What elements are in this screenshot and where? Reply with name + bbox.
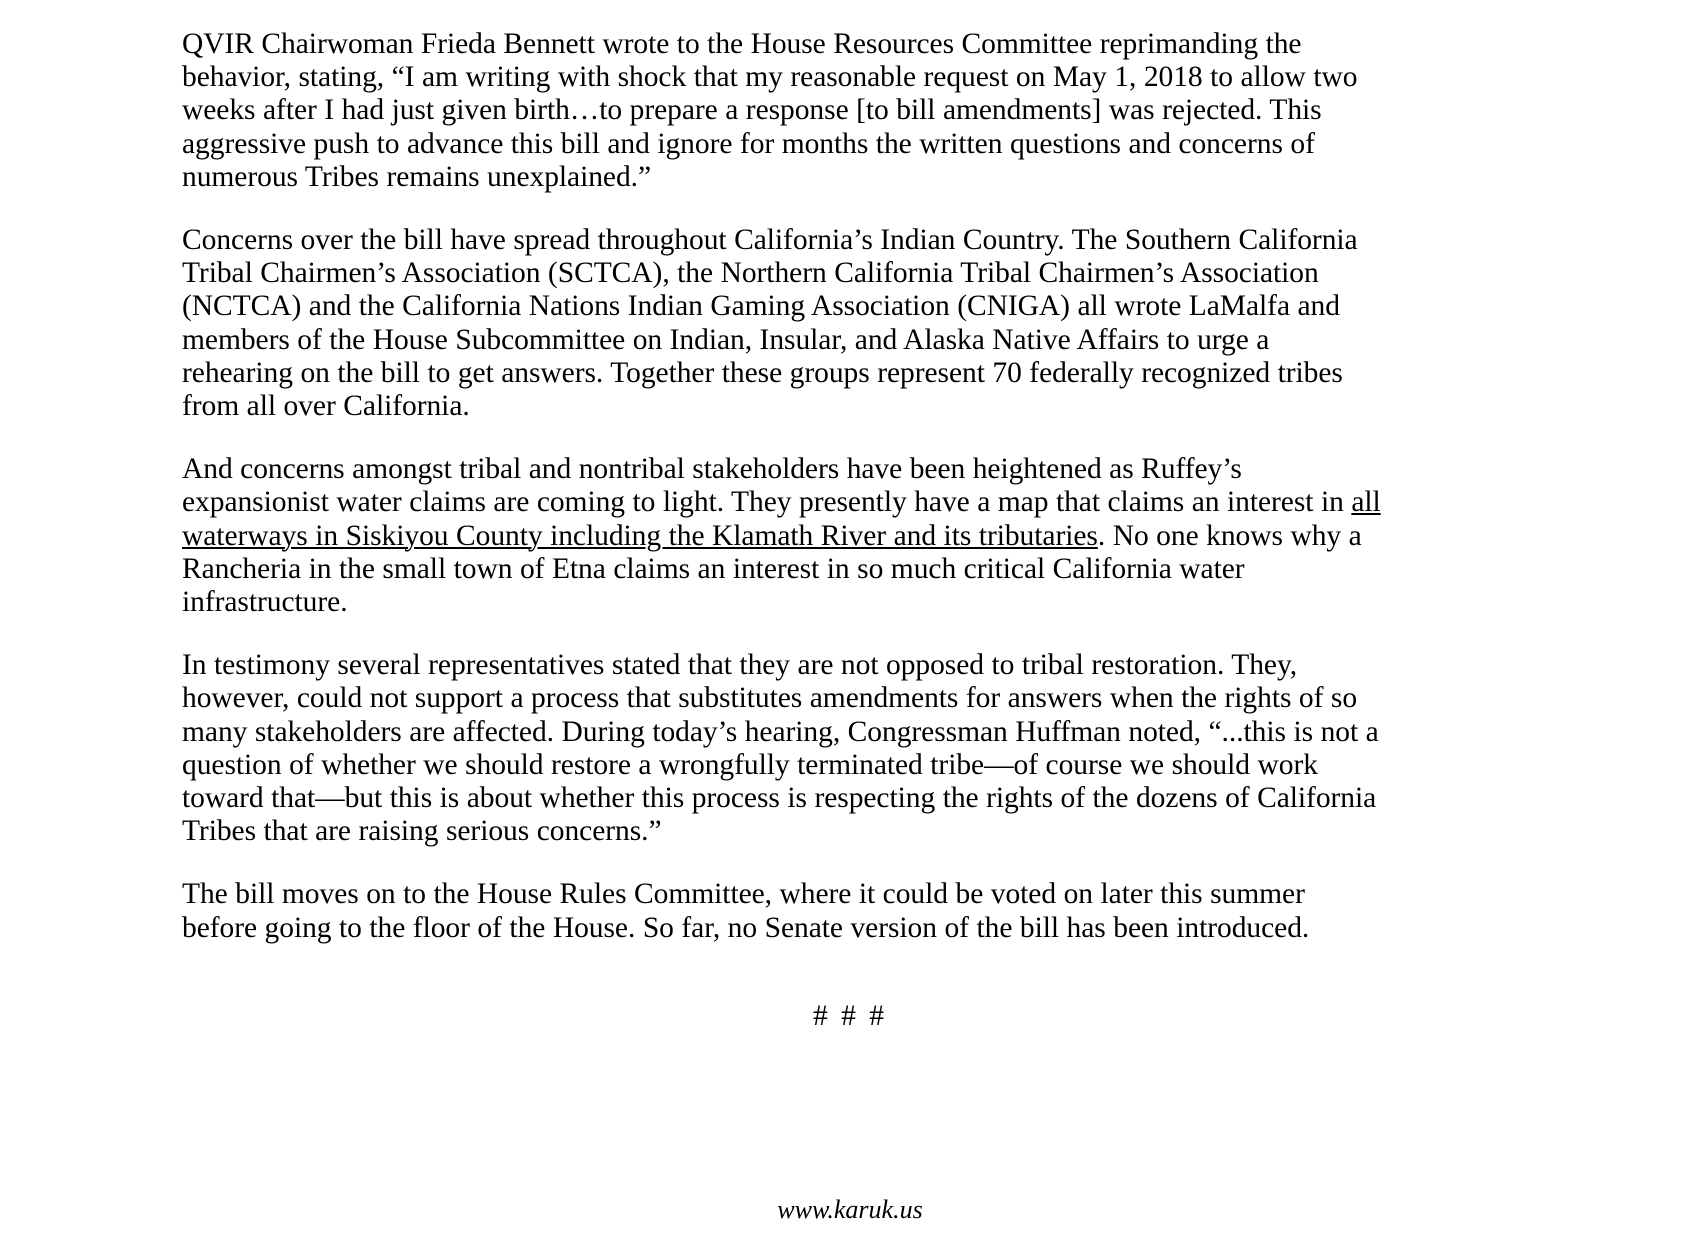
paragraph-water-claims-lead: And concerns amongst tribal and nontribal stakeholders have been heightened as Ruffey’s expansionist water claims are coming to light. They presently have a map that claims an interest in	[182, 453, 1352, 519]
end-of-release-mark: # # #	[813, 1000, 887, 1032]
paragraph-testimony-huffman: In testimony several representatives stated that they are not opposed to tribal restoration. They, however, could not support a process that substitutes amendments for answers when the rights of so many stakeholders are affected. During today’s hearing, Congressman Huffman noted, “...this is not a question of whether we should restore a wrongfully terminated tribe—of course we should work toward that—but this is about whether this process is respecting the rights of the dozens of California Tribes that are raising serious concerns.”	[182, 649, 1379, 848]
paragraph-water-claims	[182, 453, 1387, 619]
footer-website-url: www.karuk.us	[777, 1195, 923, 1224]
paragraph-water-claims-tail: . No one knows why a Rancheria in the small town of Etna claims an interest in so much critical California water infrastructure.	[182, 519, 1362, 619]
paragraph-house-rules-committee: The bill moves on to the House Rules Committee, where it could be voted on later this summer before going to the floor of the House. So far, no Senate version of the bill has been introduced.	[182, 878, 1310, 944]
paragraph-concerns-indian-country: Concerns over the bill have spread throughout California’s Indian Country. The Southern California Tribal Chairmen’s Association (SCTCA), the Northern California Tribal Chairmen’s Association (NCTCA) and the California Nations Indian Gaming Association (CNIGA) all wrote LaMalfa and members of the House Subcommittee on Indian, Insular, and Alaska Native Affairs to urge a rehearing on the bill to get answers. Together these groups represent 70 federally recognized tribes from all over California.	[182, 224, 1358, 423]
document-body	[182, 28, 1387, 945]
underlined-water-claims-phrase: all waterways in Siskiyou County including the Klamath River and its tributaries	[182, 486, 1381, 552]
paragraph-qvir-chairwoman-letter: QVIR Chairwoman Frieda Bennett wrote to the House Resources Committee reprimanding the behavior, stating, “I am writing with shock that my reasonable request on May 1, 2018 to allow two weeks after I had just given birth…to prepare a response [to bill amendments] was rejected. This aggressive push to advance this bill and ignore for months the written questions and concerns of numerous Tribes remains unexplained.”	[182, 28, 1358, 193]
